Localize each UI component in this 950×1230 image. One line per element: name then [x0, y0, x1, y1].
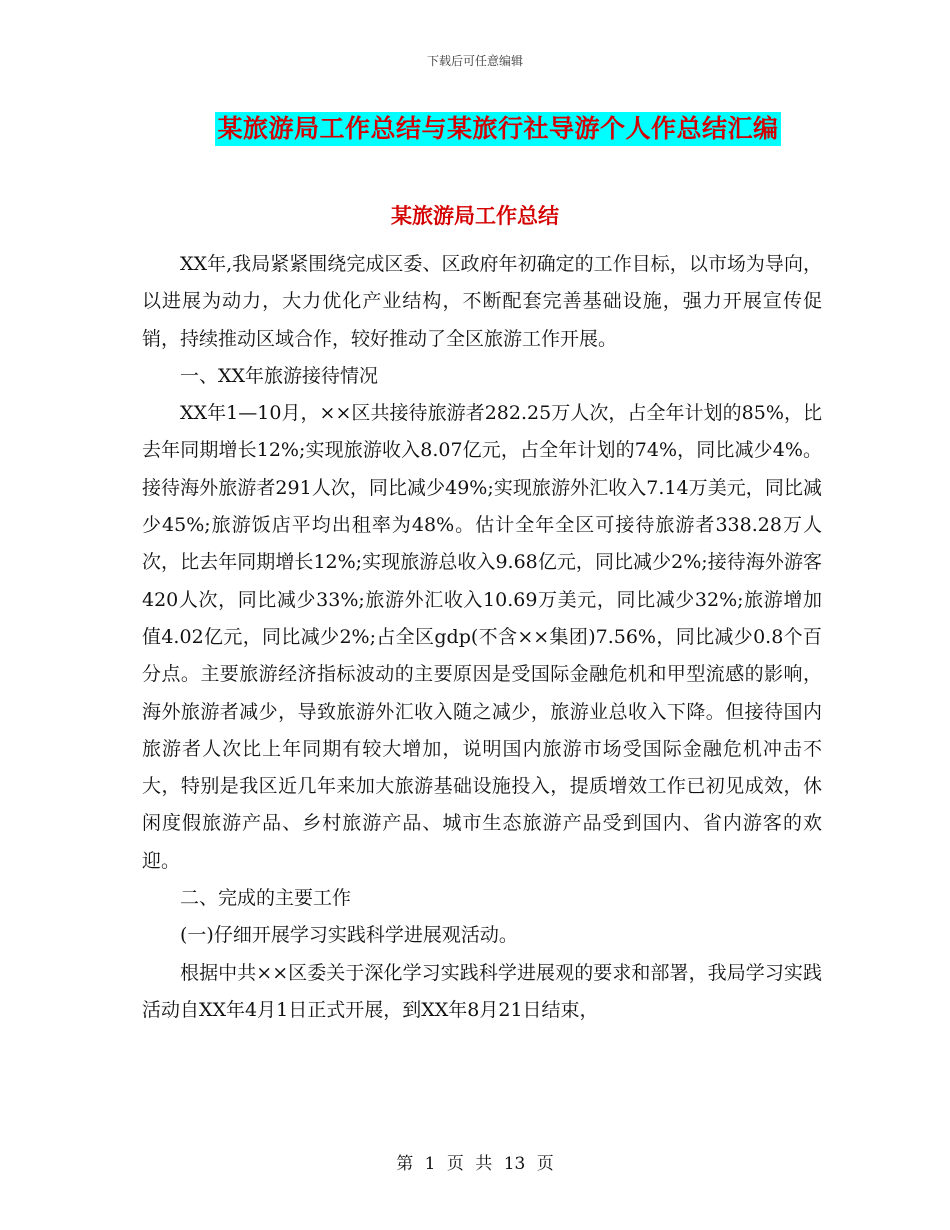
- heading-reception: 一、XX年旅游接待情况: [180, 364, 379, 387]
- heading-main-work: 二、完成的主要工作: [180, 887, 352, 910]
- section-title: 某旅游局工作总结: [391, 203, 559, 228]
- document-title-container: [0, 112, 950, 146]
- subheading-study-practice: (一)仔细开展学习实践科学进展观活动。: [180, 924, 518, 947]
- paragraph-study-practice: 根据中共××区委关于深化学习实践科学进展观的要求和部署，我局学习实践活动自XX年4月1日正式开展，到XX年8月21日结束，: [142, 961, 822, 1021]
- document-body: [142, 246, 822, 1029]
- paragraph-intro: XX年,我局紧紧围绕完成区委、区政府年初确定的工作目标，以市场为导向，以进展为动力，大力优化产业结构，不断配套完善基础设施，强力开展宣传促销，持续推动区域合作，较好推动了全区旅游工作开展。: [142, 253, 822, 350]
- page-number: 第 1 页 共 13 页: [396, 1154, 554, 1174]
- page-header-note: 下载后可任意编辑: [426, 54, 523, 68]
- paragraph-reception-stats: XX年1—10月，××区共接待旅游者282.25万人次，占全年计划的85%，比去年同期增长12%;实现旅游收入8.07亿元，占全年计划的74%，同比减少4%。接待海外旅游者291人次，同比减少49%;实现旅游外汇收入7.14万美元，同比减少45%;旅游饭店平均出租率为48%。估计全年全区可接待旅游者338.28万人次，比去年同期增长12%;实现旅游总收入9.68亿元，同比减少2%;接待海外游客420人次，同比减少33%;旅游外汇收入10.69万美元，同比减少32%;旅游增加值4.02亿元，同比减少2%;占全区gdp(不含××集团)7.56%，同比减少0.8个百分点。主要旅游经济指标波动的主要原因是受国际金融危机和甲型流感的影响，海外旅游者减少，导致旅游外汇收入随之减少，旅游业总收入下降。但接待国内旅游者人次比上年同期有较大增加，说明国内旅游市场受国际金融危机冲击不大，特别是我区近几年来加大旅游基础设施投入，提质增效工作已初见成效，休闲度假旅游产品、乡村旅游产品、城市生态旅游产品受到国内、省内游客的欢迎。: [142, 402, 822, 872]
- document-title: 某旅游局工作总结与某旅行社导游个人作总结汇编: [215, 112, 780, 146]
